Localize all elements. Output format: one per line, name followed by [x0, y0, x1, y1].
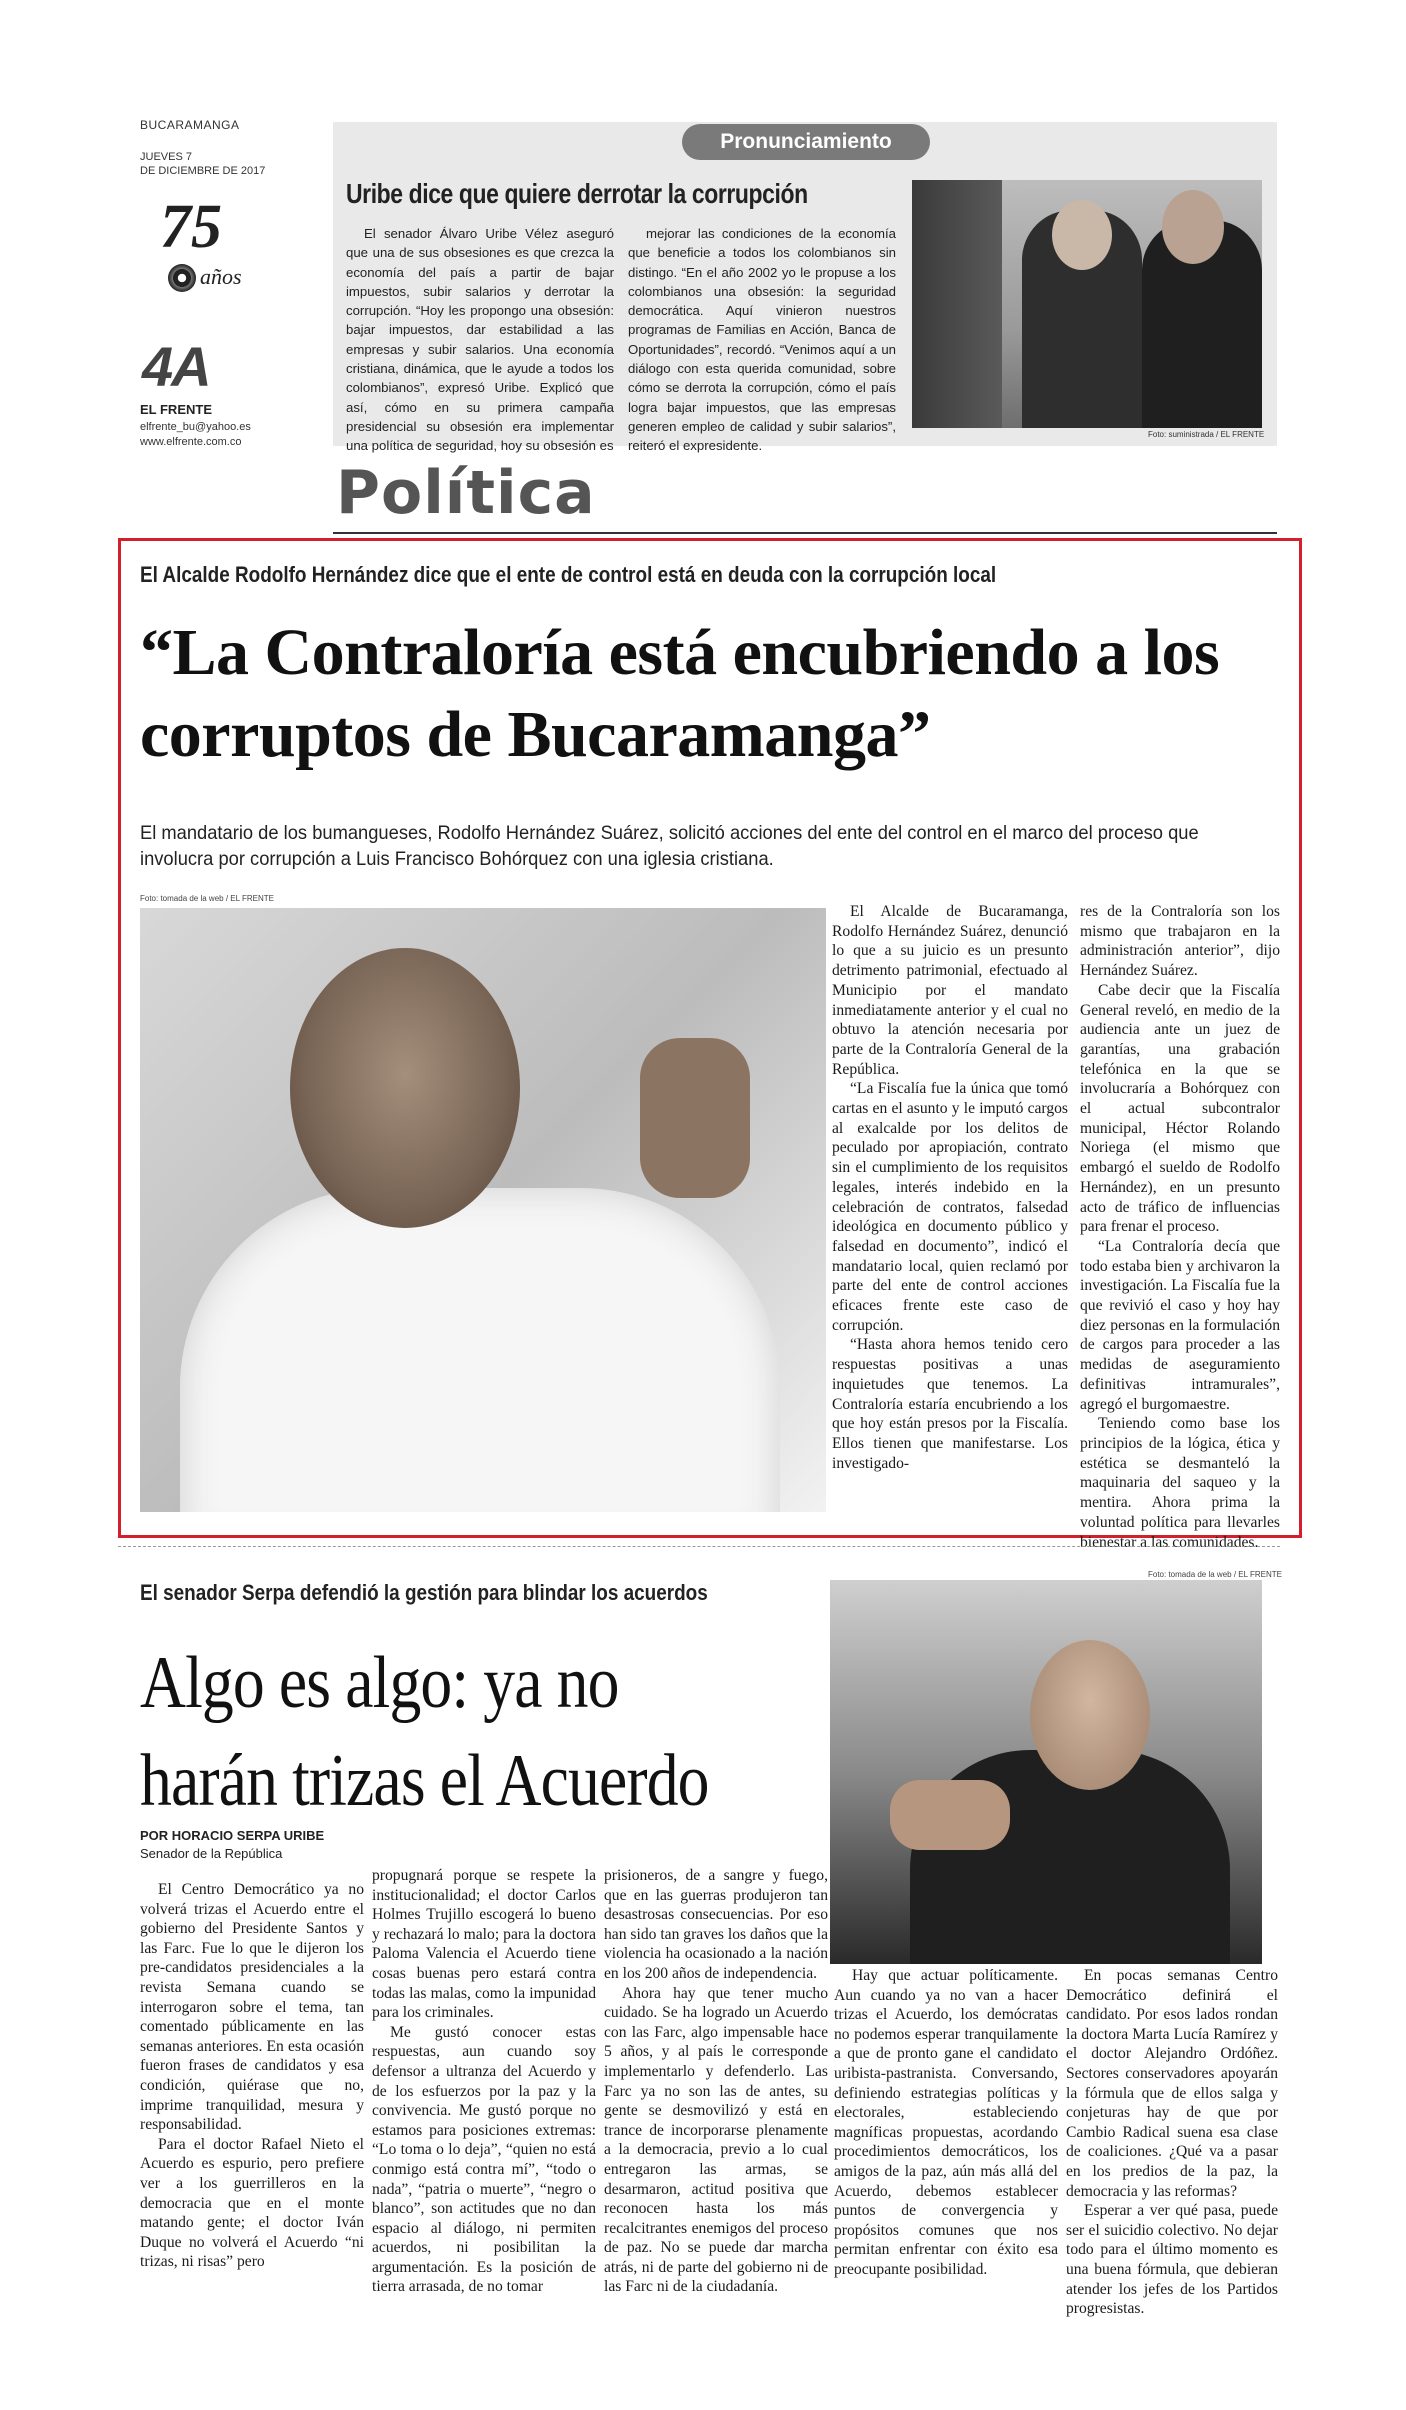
page-number: 4A: [142, 335, 210, 398]
paragraph: Me gustó conocer estas respuestas, aun cuando soy defensor a ultranza del Acuerdo y de los esfuerzos por la paz y la convivencia. Me gustó porque no estamos para posiciones extremas: “Lo toma o lo deja”, “quien no está conmigo está contra mí”, “todo o nada”, “patria o muerte”, “negro o blanco”, son actitudes que no dan espacio al diálogo, ni permiten acuerdos, ni posibilitan la argumentación. Es la posición de tierra arrasada, de no tomar: [372, 2023, 596, 2296]
paper-name: EL FRENTE: [140, 402, 212, 417]
main-story-kicker: El Alcalde Rodolfo Hernández dice que el ente de control está en deuda con la corrupción local: [140, 562, 997, 587]
main-story-column-1: [832, 902, 1068, 1473]
city-label: BUCARAMANGA: [140, 118, 240, 132]
paragraph: “Hasta ahora hemos tenido cero respuestas positivas a unas inquietudes que tenemos. La Contraloría estaría encubriendo a los que hoy están presos por la Fiscalía. Ellos tienen que manifestarse. Los investigado-: [832, 1336, 1068, 1472]
contact-website[interactable]: www.elfrente.com.co: [140, 436, 242, 448]
edition-date: [140, 150, 280, 178]
section-divider: [333, 532, 1277, 534]
paragraph: Hay que actuar políticamente. Aun cuando ya no van a hacer trizas el Acuerdo, los demócratas no podemos esperar tranquilamente a que de pronto gane el candidato uribista-pastranista. Conversando, definiendo estrategias políticas y electorales, estableciendo magníficas propuestas, acordando procedimientos democráticos, los amigos de la paz, aún más allá del Acuerdo, debemos establecer puntos de convergencia y propósitos comunes que nos permitan enfrentar con éxito esa preocupante posibilidad.: [834, 1967, 1058, 2278]
main-story-lead: El mandatario de los bumangueses, Rodolfo Hernández Suárez, solicitó acciones del ente del control en el marco del proceso que involucra por corrupción a Luis Francisco Bohórquez con una iglesia cristiana.: [140, 822, 1199, 870]
section-tag: Pronunciamiento: [682, 124, 930, 160]
second-story-headline: Algo es algo: ya no harán trizas el Acuerdo: [140, 1642, 709, 1822]
date-line-1: JUEVES 7: [140, 151, 192, 163]
paragraph: Teniendo como base los principios de la lógica, ética y estética se desmanteló la maquinaria del saqueo y la mentira. Ahora prima la voluntad política para llevarles bienestar a las comunidades.: [1080, 1415, 1280, 1551]
paragraph: res de la Contraloría son los mismo que trabajaron en la administración anterior”, dijo Hernández Suárez.: [1080, 903, 1280, 980]
serpa-photo: [830, 1580, 1262, 1964]
serpa-photo-credit: Foto: tomada de la web / EL FRENTE: [1148, 1570, 1282, 1579]
paragraph: Ahora hay que tener mucho cuidado. Se ha logrado un Acuerdo con las Farc, algo impensable hace 5 años, y al país le corresponde implementarlo y defenderlo. Las Farc ya no son las de antes, su gente se desmovilizó y está en trance de incorporarse plenamente a la democracia, previo a lo cual entregaron las armas, se desarmaron, actitud positiva que reconocen hasta los más recalcitrantes enemigos del proceso de paz. No se puede dar marcha atrás, ni de parte del gobierno ni de las Farc ni de la ciudadanía.: [604, 1984, 828, 2296]
top-story-headline: Uribe dice que quiere derrotar la corrupción: [346, 178, 808, 209]
paragraph: “La Contraloría decía que todo estaba bien y archivaron la investigación. La Fiscalía fue la que revivió el caso y hoy hay diez personas en la formulación de cargos para proceder a las medidas de aseguramiento definitivas intramurales”, agregó el burgomaestre.: [1080, 1237, 1280, 1413]
contact-email[interactable]: elfrente_bu@yahoo.es: [140, 421, 251, 433]
reel-icon: [168, 264, 196, 292]
main-photo-credit: Foto: tomada de la web / EL FRENTE: [140, 894, 274, 903]
second-story-column-3: [604, 1866, 828, 2297]
story-divider: [118, 1546, 1280, 1547]
paragraph: propugnará porque se respete la institucionalidad; el doctor Carlos Holmes Trujillo escogerá lo bueno y rechazará lo malo; para la doctora Paloma Valencia el Acuerdo tiene cosas buenas pero estará contra todas las malas, como la impunidad para los criminales.: [372, 1867, 596, 2022]
main-story-column-2: [1080, 902, 1280, 1552]
section-title: Política: [336, 458, 596, 528]
main-story-headline: “La Contraloría está encubriendo a los corruptos de Bucaramanga”: [140, 616, 1220, 771]
byline-role: Senador de la República: [140, 1846, 283, 1861]
top-photo-credit: Foto: suministrada / EL FRENTE: [1148, 430, 1265, 439]
second-story-column-5: [1066, 1966, 1278, 2319]
second-story-column-1: [140, 1880, 364, 2272]
paragraph: Para el doctor Rafael Nieto el Acuerdo es espurio, pero prefiere ver a los guerrilleros en la democracia que en el monte matando gente; el doctor Iván Duque no volverá el Acuerdo “ni trizas, ni risas” pero: [140, 2135, 364, 2271]
paragraph: Esperar a ver qué pasa, puede ser el suicidio colectivo. No dejar todo para el último momento es una buena fórmula, que debieran atender los jefes de los Partidos progresistas.: [1066, 2202, 1278, 2318]
paragraph: En pocas semanas Centro Democrático definirá el candidato. Por esos lados rondan la doctora Marta Lucía Ramírez y el doctor Alejandro Ordóñez. Sectores conservadores apoyarán la fórmula que de ellos salga y conjeturas hay de que por Cambio Radical suena esa clase de coaliciones. ¿Qué va a pasar en los predios de la paz, la democracia y las reformas?: [1066, 1967, 1278, 2200]
paragraph: prisioneros, de a sangre y fuego, que en las guerras produjeron tan desastrosas consecuencias. Por eso han sido tan graves los daños que la violencia ha ocasionado a la nación en los 200 años de independencia.: [604, 1867, 828, 1982]
anniversary-logo: [148, 192, 278, 302]
hernandez-photo: [140, 908, 826, 1512]
anniversary-word: años: [200, 264, 242, 289]
paragraph: El Centro Democrático ya no volverá trizas el Acuerdo entre el gobierno del Presidente Santos y las Farc. Fue lo que le dijeron los pre-candidatos presidenciales a la revista Semana cuando se interrogaron sobre el tema, tan comentado públicamente en las semanas anteriores. En esta ocasión fueron frases de candidatos y esa condición, quiérase que no, imprime tranquilidad, mesura y responsabilidad.: [140, 1881, 364, 2134]
date-line-2: DE DICIEMBRE DE 2017: [140, 165, 266, 177]
second-story-column-2: [372, 1866, 596, 2297]
paragraph: El Alcalde de Bucaramanga, Rodolfo Hernández Suárez, denunció lo que a su juicio es un presunto detrimento patrimonial, efectuado al Municipio por el mandato inmediatamente anterior y el cual no obtuvo la atención necesaria por parte de la Contraloría General de la República.: [832, 903, 1068, 1078]
paragraph: Cabe decir que la Fiscalía General reveló, en medio de la audiencia ante un juez de garantías, una grabación telefónica en la que se involucraría a Bohórquez con el actual subcontralor municipal, Héctor Rolando Noriega (el mismo que embargó el sueldo de Rodolfo Hernández), en un presunto acto de tráfico de influencias para frenar el proceso.: [1080, 981, 1280, 1236]
byline: POR HORACIO SERPA URIBE: [140, 1828, 325, 1843]
anniversary-number: 75: [160, 193, 222, 261]
paragraph: “La Fiscalía fue la única que tomó cartas en el asunto y le imputó cargos al exalcalde por los delitos de peculado por apropiación, contrato sin el cumplimiento de los requisitos legales, interés indebido en la celebración de contratos, falsedad ideológica en documento público y falsedad en documento”, indicó el mandatario local, quien reclamó por parte del ente de control acciones eficaces frente este caso de corrupción.: [832, 1080, 1068, 1334]
paragraph: El senador Álvaro Uribe Vélez aseguró que una de sus obsesiones es que crezca la economía del país a partir de bajar impuestos, subir salarios y derrotar la corrupción. “Hoy les propongo una obsesión: bajar impuestos, dar estabilidad a las empresas y subir salarios. Una economía cristiana, dinámica, que le ayude a todos los colombianos”, expresó Uribe. Explicó que así, cómo en su primera campaña presidencial su obsesión era implementar una política de seguridad, hoy su obsesión es: [346, 226, 614, 454]
second-story-kicker: El senador Serpa defendió la gestión para blindar los acuerdos: [140, 1580, 708, 1605]
contact-info: [140, 420, 300, 450]
top-story-column-2: [628, 224, 896, 456]
uribe-photo: [912, 180, 1262, 428]
top-story-column-1: [346, 224, 614, 456]
second-story-column-4: [834, 1966, 1058, 2280]
paragraph: mejorar las condiciones de la economía que beneficie a todos los colombianos sin distingo. “En el año 2002 yo le propuse a los colombianos una obsesión: la seguridad democrática. Aquí vinieron nuestros programas de Familias en Acción, Banca de Oportunidades”, recordó. “Venimos aquí a un diálogo con esta querida comunidad, sobre cómo se derrota la corrupción, cómo el país logra bajar impuestos, que las empresas generen empleo de calidad y subir salarios”, reiteró el expresidente.: [628, 226, 896, 454]
